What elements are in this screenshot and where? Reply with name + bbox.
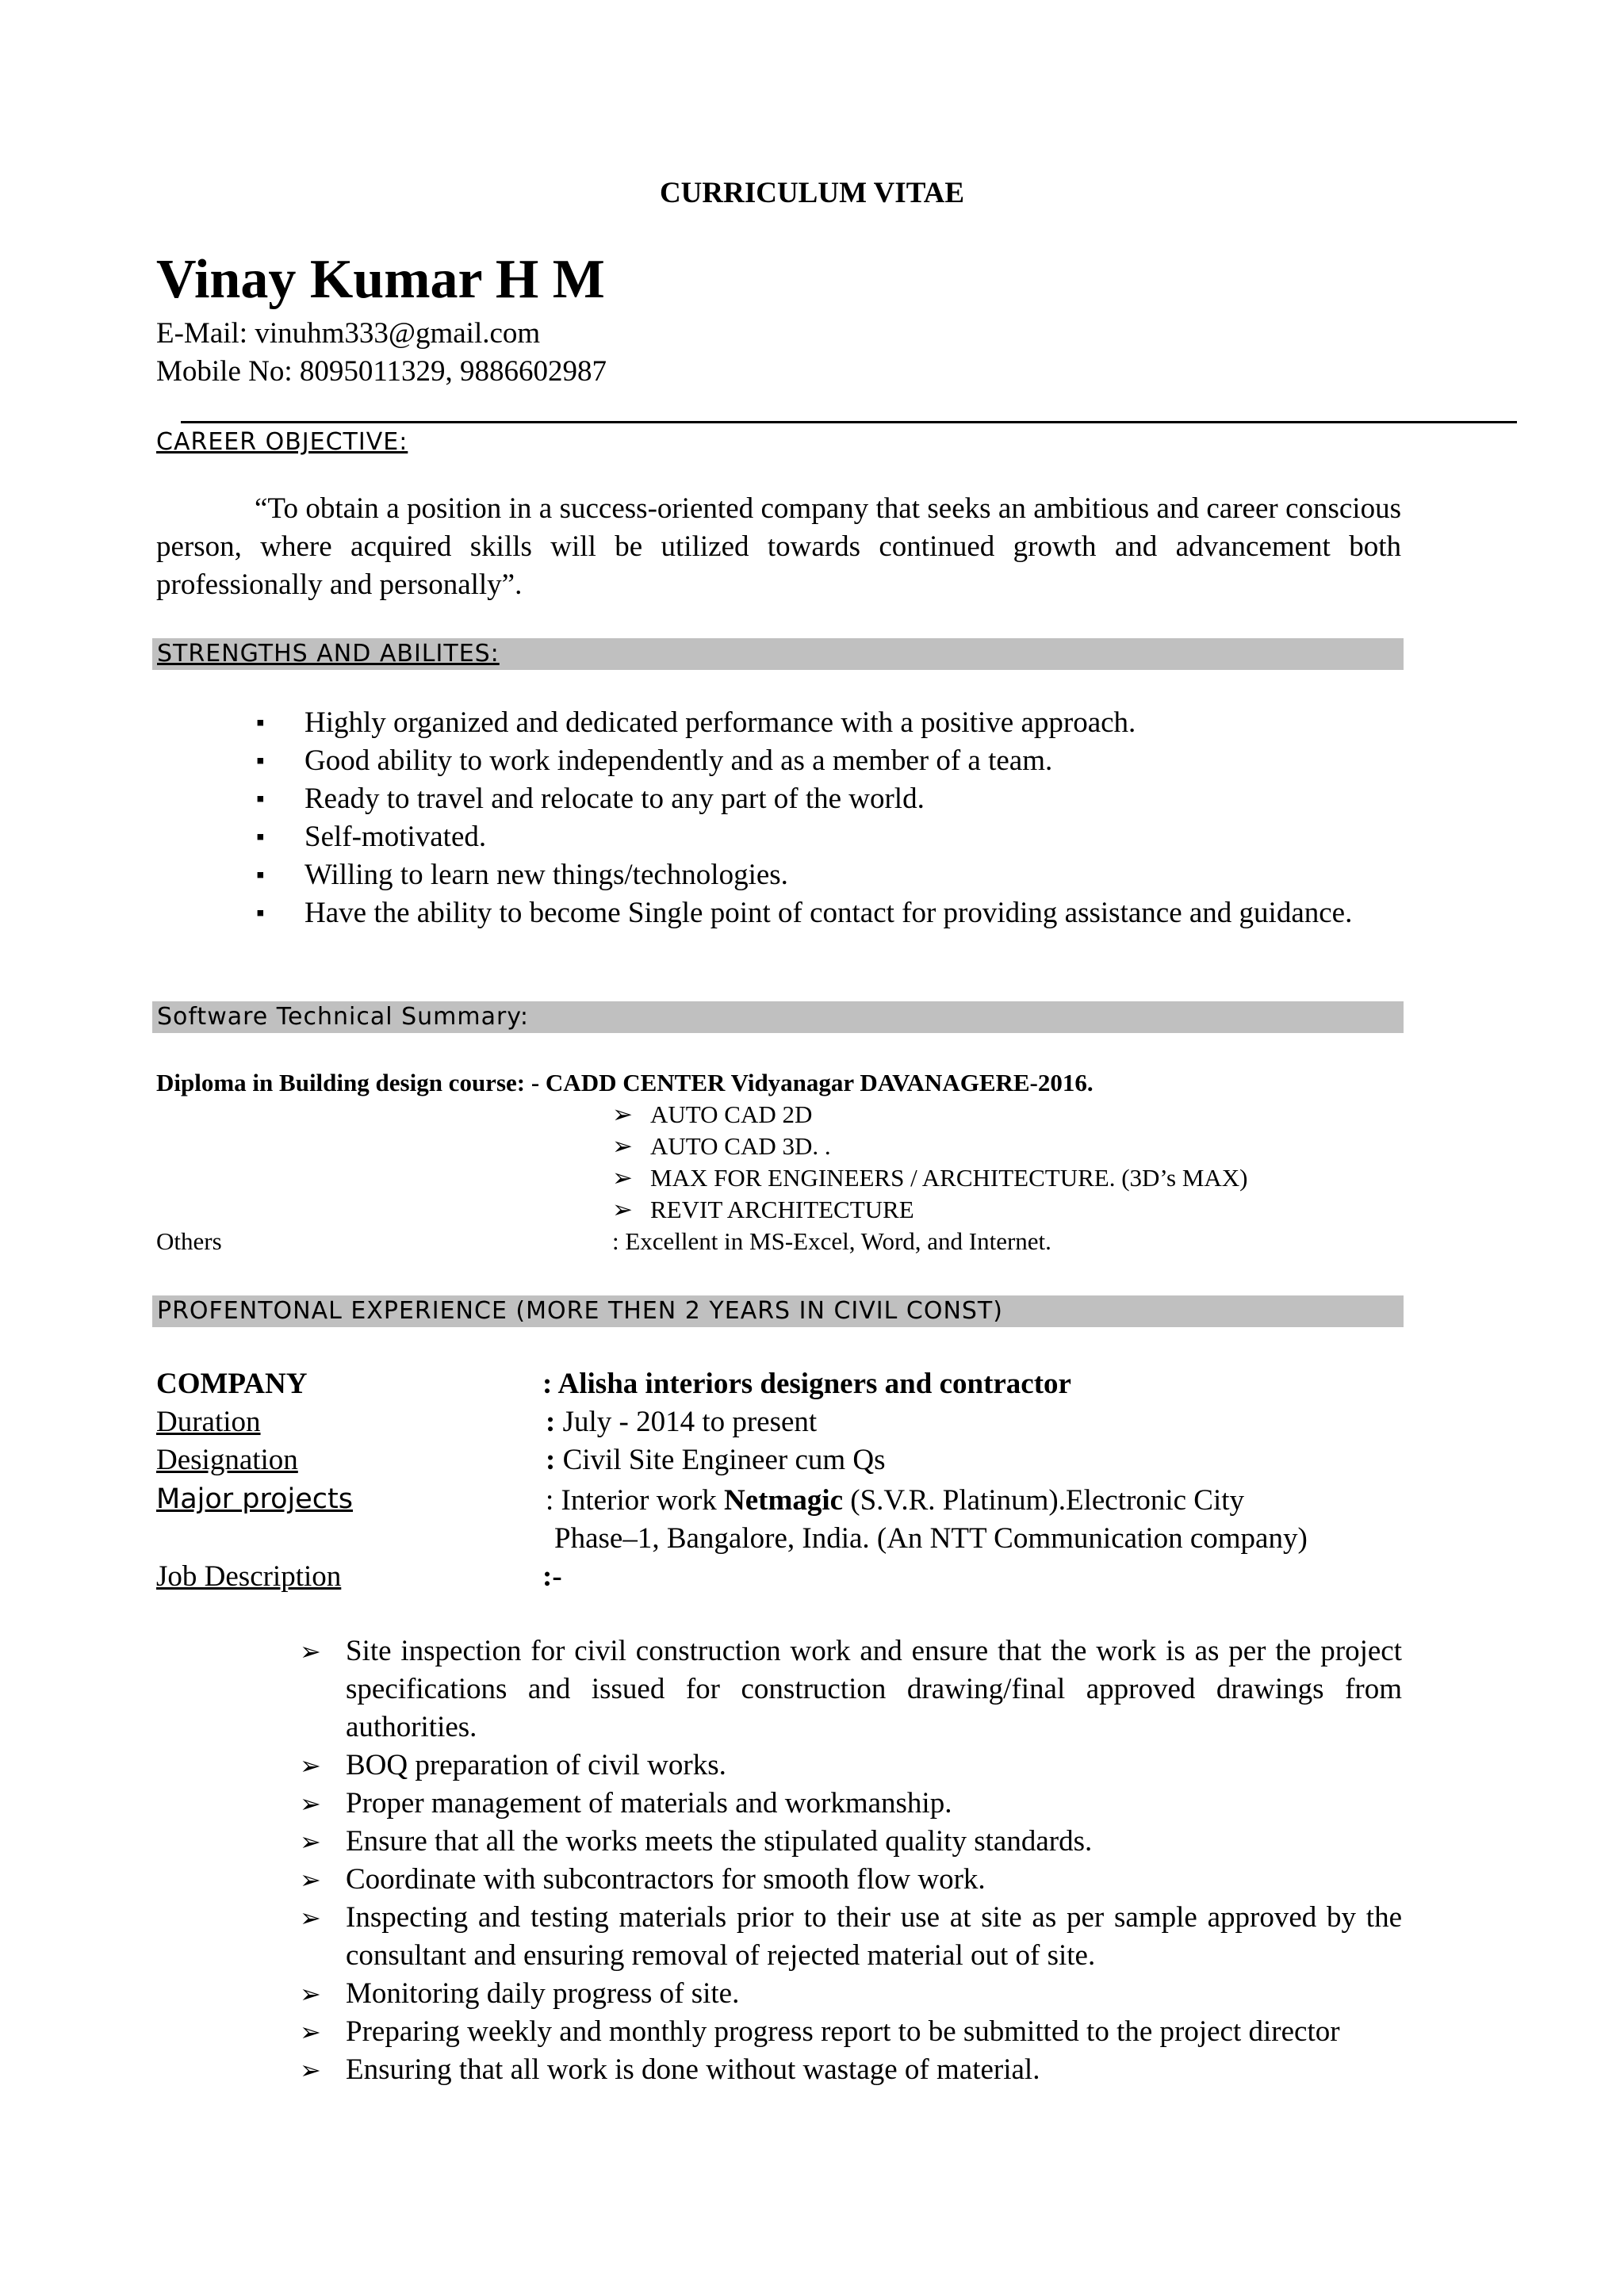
software-item-text: AUTO CAD 3D. . bbox=[650, 1132, 831, 1160]
designation-value: Civil Site Engineer cum Qs bbox=[555, 1444, 886, 1476]
duty-item bbox=[300, 2013, 1402, 2051]
duration-value: July - 2014 to present bbox=[555, 1406, 818, 1438]
bullet-icon: ➢ bbox=[300, 2018, 321, 2046]
duty-item bbox=[300, 1747, 1402, 1785]
strength-item-text: Willing to learn new things/technologies. bbox=[304, 859, 788, 891]
career-objective-body: “To obtain a position in a success-oriented company that seeks an ambitious and career conscious person, where acquired skills will be utilized towards continued growth and advancement both professionally and personally”. bbox=[156, 492, 1401, 601]
duty-item bbox=[300, 1785, 1402, 1823]
bullet-icon: ➢ bbox=[300, 1637, 321, 1666]
projects-rest: (S.V.R. Platinum).Electronic City bbox=[843, 1484, 1245, 1517]
job-description-label: Job Description bbox=[156, 1560, 342, 1593]
strength-item bbox=[256, 818, 1402, 856]
bullet-icon: ▪ bbox=[256, 862, 265, 888]
software-item bbox=[612, 1131, 1405, 1162]
strength-item bbox=[256, 780, 1402, 818]
software-item-text: REVIT ARCHITECTURE bbox=[650, 1196, 914, 1223]
candidate-name: Vinay Kumar H M bbox=[156, 249, 605, 310]
duty-item-text: Site inspection for civil construction work and ensure that the work is as per the project specifications and issued for construction drawing/final approved drawings from authorities. bbox=[346, 1635, 1402, 1743]
strength-item-text: Ready to travel and relocate to any part of the world. bbox=[304, 783, 925, 815]
duty-item bbox=[300, 2051, 1402, 2089]
bullet-icon: ➢ bbox=[300, 1827, 321, 1856]
duration-label: Duration bbox=[156, 1406, 261, 1438]
strengths-list bbox=[256, 704, 1402, 932]
duties-list bbox=[300, 1632, 1402, 2089]
experience-heading-bar bbox=[152, 1295, 1404, 1327]
strength-item-text: Highly organized and dedicated performance with a positive approach. bbox=[304, 706, 1136, 739]
duration-row bbox=[546, 1403, 817, 1441]
duty-item bbox=[300, 1861, 1402, 1899]
mobile-line: Mobile No: 8095011329, 9886602987 bbox=[156, 355, 607, 388]
duty-item-text: Preparing weekly and monthly progress report to be submitted to the project director bbox=[346, 2015, 1340, 2048]
duty-item-text: Proper management of materials and workmanship. bbox=[346, 1787, 952, 1820]
bullet-icon: ▪ bbox=[256, 748, 265, 774]
software-item-text: AUTO CAD 2D bbox=[650, 1100, 813, 1128]
bullet-icon: ➢ bbox=[300, 2056, 321, 2084]
bullet-icon: ➢ bbox=[300, 1866, 321, 1894]
arrow-bullet-icon: ➢ bbox=[612, 1196, 633, 1223]
duty-item bbox=[300, 1823, 1402, 1861]
experience-heading: PROFENTONAL EXPERIENCE (MORE THEN 2 YEARS IN CIVIL CONST) bbox=[157, 1297, 1003, 1325]
strength-item-text: Good ability to work independently and as a member of a team. bbox=[304, 744, 1053, 777]
company-value: : Alisha interiors designers and contractor bbox=[542, 1368, 1071, 1400]
career-objective-heading: CAREER OBJECTIVE: bbox=[156, 428, 408, 456]
duty-item-text: Ensure that all the works meets the stipulated quality standards. bbox=[346, 1825, 1093, 1858]
strength-item bbox=[256, 856, 1402, 894]
others-value: : Excellent in MS-Excel, Word, and Internet. bbox=[612, 1227, 1051, 1255]
strengths-heading: STRENGTHS AND ABILITES: bbox=[157, 640, 500, 668]
strength-item bbox=[256, 894, 1402, 932]
duty-item-text: Monitoring daily progress of site. bbox=[346, 1977, 740, 2010]
bullet-icon: ▪ bbox=[256, 824, 265, 850]
bullet-icon: ➢ bbox=[300, 1904, 321, 1932]
email-line: E-Mail: vinuhm333@gmail.com bbox=[156, 317, 541, 350]
strength-item-text: Have the ability to become Single point of contact for providing assistance and guidance. bbox=[304, 897, 1353, 929]
duty-item bbox=[300, 1899, 1402, 1975]
software-heading: Software Technical Summary: bbox=[157, 1003, 529, 1031]
company-label: COMPANY bbox=[156, 1368, 308, 1400]
projects-prefix: : Interior work bbox=[546, 1484, 725, 1517]
software-list bbox=[612, 1099, 1405, 1226]
job-description-value: :- bbox=[542, 1560, 562, 1593]
major-projects-line2: Phase–1, Bangalore, India. (An NTT Communication company) bbox=[554, 1522, 1308, 1555]
strength-item bbox=[256, 742, 1402, 780]
duration-colon: : bbox=[546, 1406, 556, 1438]
duty-item bbox=[300, 1975, 1402, 2013]
designation-label: Designation bbox=[156, 1444, 298, 1476]
header-divider bbox=[181, 421, 1517, 423]
strength-item bbox=[256, 704, 1402, 742]
arrow-bullet-icon: ➢ bbox=[612, 1100, 633, 1128]
major-projects-label: Major projects bbox=[156, 1483, 354, 1515]
software-item bbox=[612, 1162, 1405, 1194]
designation-colon: : bbox=[546, 1444, 556, 1476]
strength-item-text: Self-motivated. bbox=[304, 821, 487, 853]
arrow-bullet-icon: ➢ bbox=[612, 1164, 633, 1192]
document-title: CURRICULUM VITAE bbox=[659, 177, 965, 209]
bullet-icon: ▪ bbox=[256, 786, 265, 812]
career-objective-text bbox=[156, 490, 1401, 604]
bullet-icon: ➢ bbox=[300, 1980, 321, 2008]
duty-item bbox=[300, 1632, 1402, 1747]
major-projects-row bbox=[546, 1482, 1244, 1520]
duty-item-text: Ensuring that all work is done without wastage of material. bbox=[346, 2053, 1040, 2086]
duty-item-text: Coordinate with subcontractors for smooth flow work. bbox=[346, 1863, 986, 1896]
others-label: Others bbox=[156, 1227, 222, 1255]
bullet-icon: ▪ bbox=[256, 710, 265, 736]
software-item bbox=[612, 1099, 1405, 1131]
bullet-icon: ➢ bbox=[300, 1751, 321, 1780]
designation-row bbox=[546, 1441, 886, 1479]
projects-bold: Netmagic bbox=[724, 1484, 844, 1517]
bullet-icon: ▪ bbox=[256, 900, 265, 926]
software-heading-bar bbox=[152, 1001, 1404, 1033]
diploma-line: Diploma in Building design course: - CADD CENTER Vidyanagar DAVANAGERE-2016. bbox=[156, 1069, 1094, 1096]
duty-item-text: BOQ preparation of civil works. bbox=[346, 1749, 726, 1781]
arrow-bullet-icon: ➢ bbox=[612, 1132, 633, 1160]
duty-item-text: Inspecting and testing materials prior to their use at site as per sample approved by the consultant and ensuring removal of rejected material out of site. bbox=[346, 1901, 1402, 1972]
strengths-heading-bar bbox=[152, 638, 1404, 670]
software-item bbox=[612, 1194, 1405, 1226]
software-item-text: MAX FOR ENGINEERS / ARCHITECTURE. (3D’s MAX) bbox=[650, 1164, 1248, 1192]
bullet-icon: ➢ bbox=[300, 1789, 321, 1818]
